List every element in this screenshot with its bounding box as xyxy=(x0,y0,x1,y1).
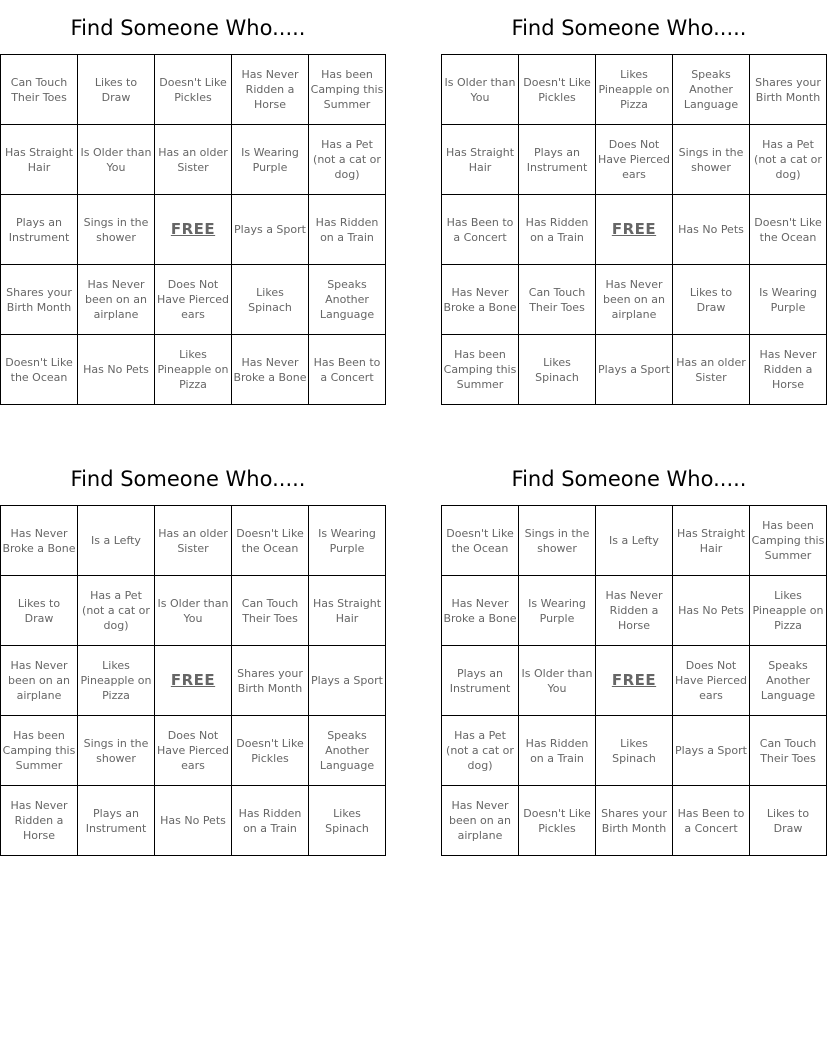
bingo-square: Is Older than You xyxy=(78,125,155,195)
grid-row xyxy=(442,716,827,786)
bingo-square: Has a Pet (not a cat or dog) xyxy=(78,576,155,646)
bingo-square: Shares your Birth Month xyxy=(1,265,78,335)
grid-row xyxy=(1,125,386,195)
grid-row xyxy=(1,55,386,125)
card-title: Find Someone Who..... xyxy=(70,16,306,40)
bingo-square: Has Never Broke a Bone xyxy=(442,576,519,646)
grid-row xyxy=(442,576,827,646)
bingo-square: Likes Spinach xyxy=(519,335,596,405)
bingo-square: Likes to Draw xyxy=(750,786,827,856)
bingo-square: Speaks Another Language xyxy=(673,55,750,125)
bingo-square: Has Straight Hair xyxy=(1,125,78,195)
bingo-square: Is Wearing Purple xyxy=(309,506,386,576)
bingo-square: Doesn't Like Pickles xyxy=(519,55,596,125)
grid-row xyxy=(442,335,827,405)
bingo-square: Has Straight Hair xyxy=(673,506,750,576)
bingo-square: Has been Camping this Summer xyxy=(309,55,386,125)
bingo-square: Has Never been on an airplane xyxy=(596,265,673,335)
bingo-square: Likes Spinach xyxy=(232,265,309,335)
bingo-square: Plays an Instrument xyxy=(442,646,519,716)
bingo-square: Has Been to a Concert xyxy=(673,786,750,856)
bingo-square: Likes to Draw xyxy=(78,55,155,125)
grid-row xyxy=(1,506,386,576)
free-space: FREE xyxy=(155,195,232,265)
bingo-square: Likes to Draw xyxy=(673,265,750,335)
bingo-square: Has Ridden on a Train xyxy=(309,195,386,265)
grid-row xyxy=(442,786,827,856)
bingo-square: Doesn't Like the Ocean xyxy=(1,335,78,405)
grid-row xyxy=(442,646,827,716)
bingo-square: Has Straight Hair xyxy=(442,125,519,195)
bingo-square: Can Touch Their Toes xyxy=(232,576,309,646)
bingo-card-1 xyxy=(0,2,384,405)
bingo-square: Plays a Sport xyxy=(596,335,673,405)
free-space: FREE xyxy=(155,646,232,716)
bingo-square: Has Never Ridden a Horse xyxy=(232,55,309,125)
bingo-square: Has Never Broke a Bone xyxy=(1,506,78,576)
bingo-square: Does Not Have Pierced ears xyxy=(596,125,673,195)
bingo-square: Likes to Draw xyxy=(1,576,78,646)
bingo-square: Has Been to a Concert xyxy=(442,195,519,265)
bingo-card-2 xyxy=(441,2,822,405)
bingo-square: Has an older Sister xyxy=(673,335,750,405)
bingo-square: Likes Pineapple on Pizza xyxy=(155,335,232,405)
bingo-square: Shares your Birth Month xyxy=(596,786,673,856)
bingo-square: Has No Pets xyxy=(155,786,232,856)
bingo-square: Does Not Have Pierced ears xyxy=(155,265,232,335)
grid-row xyxy=(1,576,386,646)
bingo-grid xyxy=(441,505,827,856)
bingo-square: Has been Camping this Summer xyxy=(750,506,827,576)
bingo-square: Has an older Sister xyxy=(155,125,232,195)
free-space: FREE xyxy=(596,195,673,265)
card-title: Find Someone Who..... xyxy=(511,16,747,40)
card-title: Find Someone Who..... xyxy=(511,467,747,491)
grid-row xyxy=(1,335,386,405)
bingo-square: Has Ridden on a Train xyxy=(232,786,309,856)
bingo-square: Has Ridden on a Train xyxy=(519,195,596,265)
bingo-square: Has been Camping this Summer xyxy=(1,716,78,786)
bingo-square: Has Never been on an airplane xyxy=(442,786,519,856)
bingo-square: Has Ridden on a Train xyxy=(519,716,596,786)
bingo-square: Has Never Broke a Bone xyxy=(442,265,519,335)
bingo-square: Likes Spinach xyxy=(309,786,386,856)
grid-row xyxy=(1,646,386,716)
bingo-square: Does Not Have Pierced ears xyxy=(673,646,750,716)
bingo-square: Plays a Sport xyxy=(309,646,386,716)
bingo-grid xyxy=(0,505,386,856)
bingo-square: Doesn't Like the Ocean xyxy=(750,195,827,265)
bingo-square: Has Been to a Concert xyxy=(309,335,386,405)
bingo-square: Has a Pet (not a cat or dog) xyxy=(442,716,519,786)
bingo-square: Is a Lefty xyxy=(596,506,673,576)
bingo-square: Is a Lefty xyxy=(78,506,155,576)
bingo-grid xyxy=(441,54,827,405)
bingo-square: Has a Pet (not a cat or dog) xyxy=(750,125,827,195)
bingo-square: Has Never Broke a Bone xyxy=(232,335,309,405)
bingo-square: Likes Pineapple on Pizza xyxy=(750,576,827,646)
bingo-square: Likes Pineapple on Pizza xyxy=(596,55,673,125)
bingo-square: Has Never been on an airplane xyxy=(1,646,78,716)
bingo-square: Doesn't Like Pickles xyxy=(232,716,309,786)
bingo-square: Doesn't Like Pickles xyxy=(519,786,596,856)
bingo-square: Sings in the shower xyxy=(673,125,750,195)
card-title: Find Someone Who..... xyxy=(70,467,306,491)
grid-row xyxy=(1,265,386,335)
bingo-square: Is Older than You xyxy=(442,55,519,125)
bingo-square: Speaks Another Language xyxy=(309,716,386,786)
bingo-square: Does Not Have Pierced ears xyxy=(155,716,232,786)
grid-row xyxy=(442,125,827,195)
bingo-square: Has a Pet (not a cat or dog) xyxy=(309,125,386,195)
bingo-square: Doesn't Like the Ocean xyxy=(232,506,309,576)
bingo-square: Is Wearing Purple xyxy=(232,125,309,195)
bingo-square: Can Touch Their Toes xyxy=(519,265,596,335)
grid-row xyxy=(442,195,827,265)
grid-row xyxy=(1,195,386,265)
bingo-square: Sings in the shower xyxy=(519,506,596,576)
bingo-grid xyxy=(0,54,386,405)
bingo-square: Has been Camping this Summer xyxy=(442,335,519,405)
bingo-card-4 xyxy=(441,453,825,856)
bingo-square: Is Older than You xyxy=(155,576,232,646)
bingo-square: Plays an Instrument xyxy=(519,125,596,195)
bingo-square: Shares your Birth Month xyxy=(750,55,827,125)
grid-row xyxy=(442,265,827,335)
bingo-square: Is Wearing Purple xyxy=(750,265,827,335)
grid-row xyxy=(442,506,827,576)
bingo-square: Speaks Another Language xyxy=(309,265,386,335)
bingo-square: Doesn't Like the Ocean xyxy=(442,506,519,576)
bingo-square: Plays a Sport xyxy=(232,195,309,265)
bingo-square: Has Never Ridden a Horse xyxy=(1,786,78,856)
bingo-square: Has Never been on an airplane xyxy=(78,265,155,335)
bingo-square: Has an older Sister xyxy=(155,506,232,576)
bingo-square: Can Touch Their Toes xyxy=(750,716,827,786)
bingo-square: Plays an Instrument xyxy=(78,786,155,856)
bingo-square: Has Straight Hair xyxy=(309,576,386,646)
grid-row xyxy=(442,55,827,125)
grid-row xyxy=(1,786,386,856)
grid-row xyxy=(1,716,386,786)
free-space: FREE xyxy=(596,646,673,716)
bingo-square: Has No Pets xyxy=(673,195,750,265)
bingo-square: Is Wearing Purple xyxy=(519,576,596,646)
bingo-square: Plays a Sport xyxy=(673,716,750,786)
bingo-square: Has No Pets xyxy=(673,576,750,646)
bingo-square: Likes Spinach xyxy=(596,716,673,786)
bingo-square: Plays an Instrument xyxy=(1,195,78,265)
bingo-card-3 xyxy=(0,453,383,856)
bingo-square: Has Never Ridden a Horse xyxy=(596,576,673,646)
bingo-square: Sings in the shower xyxy=(78,716,155,786)
bingo-square: Can Touch Their Toes xyxy=(1,55,78,125)
bingo-square: Speaks Another Language xyxy=(750,646,827,716)
bingo-square: Sings in the shower xyxy=(78,195,155,265)
bingo-square: Has Never Ridden a Horse xyxy=(750,335,827,405)
bingo-square: Likes Pineapple on Pizza xyxy=(78,646,155,716)
bingo-square: Shares your Birth Month xyxy=(232,646,309,716)
bingo-square: Is Older than You xyxy=(519,646,596,716)
bingo-square: Doesn't Like Pickles xyxy=(155,55,232,125)
bingo-square: Has No Pets xyxy=(78,335,155,405)
